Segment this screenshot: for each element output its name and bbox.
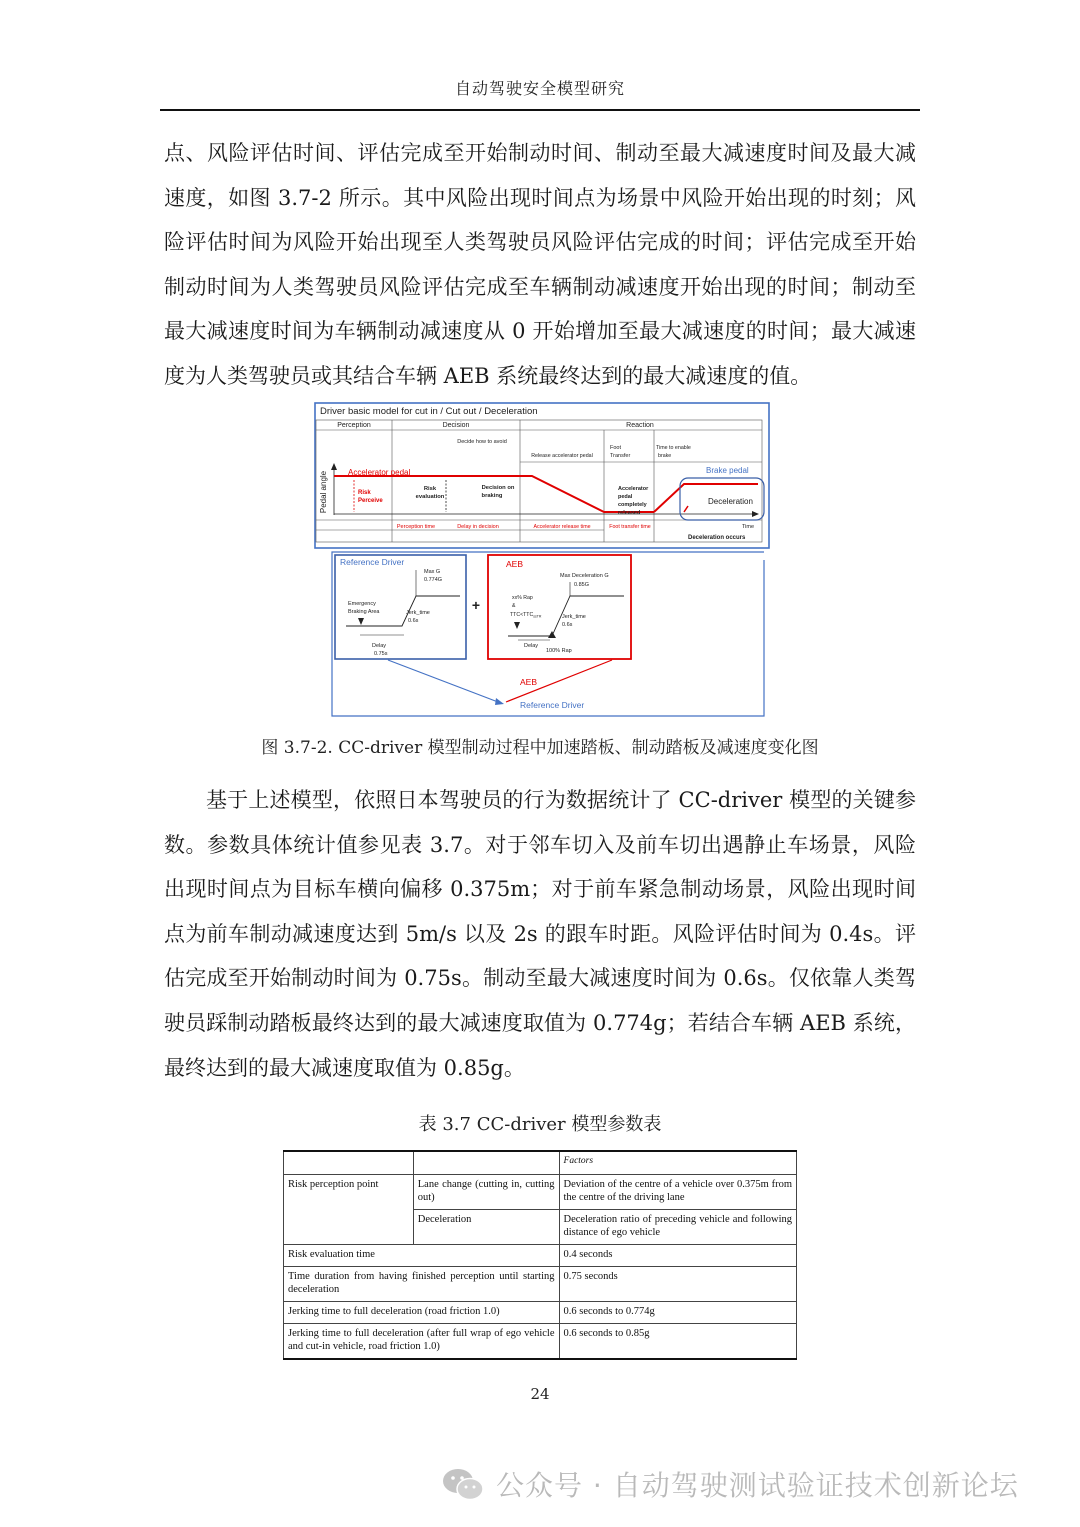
body-paragraph-1 [164,131,916,399]
figure-caption: 图 3.7-2. CC-driver 模型制动过程中加速踏板、制动踏板及减速度变化图 [261,738,819,758]
aeb-rap-1: xx% Rap [512,595,533,601]
risk-perceive-label-1: Risk [358,490,371,496]
phase-perception: Perception [337,422,371,429]
ref-jerk-2: 0.6s [408,618,419,624]
table-row [284,1245,797,1267]
risk-evaluation-label-2: evaluation [415,494,445,500]
ref-delay-1: Delay [372,643,387,649]
aeb-panel [488,555,631,659]
risk-evaluation-label-1: Risk [423,486,437,492]
deceleration-label: Deceleration [708,497,753,506]
body-paragraph-2 [164,778,916,1090]
table-cell-value: Deviation of the centre of a vehicle over 0.375m from the centre of the driving lane [559,1175,796,1210]
release-pedal-label: Release accelerator pedal [531,453,593,459]
table-cell-value: 0.6 seconds to 0.85g [559,1324,796,1360]
time-enable-label-1: Time to enable [656,445,691,451]
table-cell-name: Risk perception point [284,1175,414,1245]
aeb-frame [488,555,631,659]
acc-released-label-4: released [618,510,641,516]
ref-emergency-1: Emergency [348,601,376,607]
table-header-factors: Factors [559,1151,796,1175]
time-enable-label-2: brake [658,453,672,459]
ref-delay-2: 0.75s [374,651,388,657]
ref-jerk-1: Jerk_time [406,610,430,616]
parameter-table [283,1150,797,1360]
aeb-delay: Delay [524,643,539,649]
table-cell-name: Risk evaluation time [284,1245,560,1267]
table-header-cell [284,1151,414,1175]
acc-released-label-3: completely [618,502,647,508]
delay-decision-label: Delay in decision [457,524,499,530]
table-cell-value: 0.75 seconds [559,1267,796,1302]
table-row [284,1302,797,1324]
accelerator-pedal-label: Accelerator pedal [348,468,411,477]
aeb-rap-2: & [512,603,516,609]
deceleration-occurs-label: Deceleration occurs [688,535,746,541]
top-panel-title: Driver basic model for cut in / Cut out / Deceleration [320,406,538,417]
foot-transfer-label-1: Foot [610,445,622,451]
ref-max-g-2: 0.774G [424,577,443,583]
aeb-rap-3: $TTC<TTC_{ssTR}$ [510,612,542,619]
table-title: 表 3.7 CC-driver 模型参数表 [418,1114,662,1135]
table-cell-name: Jerking time to full deceleration (after full wrap of ego vehicle and cut-in vehicle, road friction 1.0) [284,1324,560,1360]
driver-basic-model-panel [315,403,769,548]
table-cell-value: 0.6 seconds to 0.774g [559,1302,796,1324]
table-cell-name: Time duration from having finished perception until starting deceleration [284,1267,560,1302]
aeb-max-decel-2: 0.85G [574,582,589,588]
aeb-title: AEB [506,559,524,569]
plus-sign: + [471,597,481,613]
phase-decision: Decision [442,422,470,429]
header-rule [160,109,920,111]
risk-perceive-label-2: Perceive [358,498,383,504]
acc-released-label-2: pedal [618,494,633,500]
foot-transfer-label-2: Transfer [610,453,631,459]
decision-braking-label-2: braking [481,493,503,499]
reference-driver-panel [335,555,466,659]
paragraph-1-text: 点、风险评估时间、评估完成至开始制动时间、制动至最大减速度时间及最大减速度，如图 3.7-2 所示。其中风险出现时间点为场景中风险开始出现的时刻；风险评估时间为风险开始出现至人类驾驶员风险评估完成的时间；评估完成至开始制动时间为人类驾驶员风险评估完成至车辆制动减速度开始出现的时间；制动至最大减速度时间为车辆制动减速度从 0 开始增加至最大减速度的时间；最大减速度为人类驾驶员或其结合车辆 AEB 系统最终达到的最大减速度的值。 [164,141,916,388]
brake-pedal-label: Brake pedal [706,466,749,475]
foot-transfer-time-label: Foot transfer time [609,524,651,530]
table-row [284,1324,797,1360]
ref-max-g-1: Max G [424,569,441,575]
table-row [284,1267,797,1302]
perception-time-label: Perception time [396,524,436,530]
table-cell-sub: Lane change (cutting in, cutting out) [413,1175,559,1210]
watermark-text: 公众号 · 自动驾驶测试验证技术创新论坛 [496,1469,1019,1502]
pedal-angle-axis-label: Pedal angle [319,470,328,514]
table-cell-value: Deceleration ratio of preceding vehicle and following distance of ego vehicle [559,1210,796,1245]
time-label: Time [742,524,755,530]
table-cell-sub: Deceleration [413,1210,559,1245]
page-number: 24 [530,1385,550,1403]
reference-driver-frame [335,555,466,659]
phase-reaction: Reaction [626,422,654,429]
acc-released-label-1: Accelerator [618,486,649,492]
running-header: 自动驾驶安全模型研究 [454,79,625,98]
acc-release-time-label: Accelerator release time [533,524,591,530]
ref-emergency-2: Braking Area [348,609,380,615]
table-cell-name: Jerking time to full deceleration (road friction 1.0) [284,1302,560,1324]
result-reference-driver-label: Reference Driver [520,700,585,710]
table-row [284,1175,797,1210]
ref-to-result-arrow [388,660,498,702]
aeb-jerk-2: 0.6s [562,622,573,628]
reference-driver-title: Reference Driver [340,557,405,567]
table-header-row [284,1151,797,1175]
table-cell-value: 0.4 seconds [559,1245,796,1267]
table-header-cell [413,1151,559,1175]
decide-avoid-label: Decide how to avoid [457,439,507,445]
aeb-max-decel-1: Max Deceleration G [560,573,609,579]
paragraph-2-text: 基于上述模型，依照日本驾驶员的行为数据统计了 CC-driver 模型的关键参数。参数具体统计值参见表 3.7。对于邻车切入及前车切出遇静止车场景，风险出现时间点为目标车横向偏移 0.375m；对于前车紧急制动场景，风险出现时间点为前车制动减速度达到 5m/s 以及 2s 的跟车时距。风险评估时间为 0.4s。评估完成至开始制动时间为 0.75s。制动至最大减速度时间为 0.6s。仅依靠人类驾驶员踩制动踏板最终达到的最大减速度取值为 0.774g；若结合车辆 AEB 系统，最终达到的最大减速度取值为 0.85g。 [164,788,916,1080]
braking-process-figure [312,400,772,720]
wechat-icon [440,1464,486,1504]
aeb-jerk-1: Jerk_time [562,614,586,620]
aeb-100-rap: 100% Rap [546,648,572,654]
watermark [440,1458,1060,1510]
decision-braking-label-1: Decision on [481,485,515,491]
result-aeb-label: AEB [520,677,538,687]
